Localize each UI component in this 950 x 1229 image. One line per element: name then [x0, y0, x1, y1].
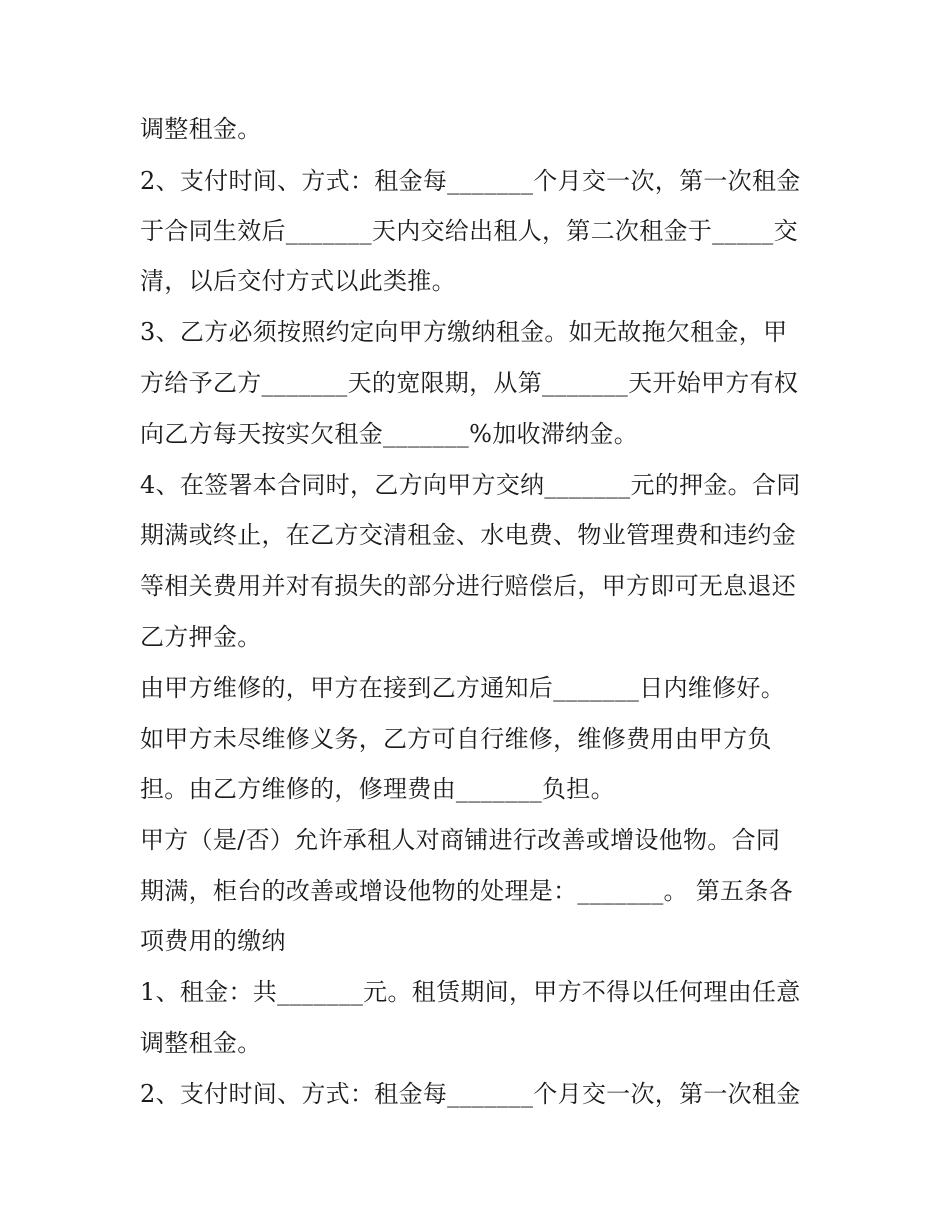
- text-line: 向乙方每天按实欠租金_______%加收滞纳金。: [140, 420, 639, 448]
- text-line: 甲方（是/否）允许承租人对商铺进行改善或增设他物。合同: [140, 826, 781, 854]
- text-line: 如甲方未尽维修义务，乙方可自行维修，维修费用由甲方负: [140, 725, 772, 753]
- text-line: 期满，柜台的改善或增设他物的处理是：_______。 第五条各: [140, 877, 793, 905]
- text-line: 4、在签署本合同时，乙方向甲方交纳_______元的押金。合同: [140, 471, 801, 499]
- text-line: 由甲方维修的，甲方在接到乙方通知后_______日内维修好。: [140, 674, 785, 702]
- text-line: 清，以后交付方式以此类推。: [140, 267, 456, 295]
- text-line: 乙方押金。: [140, 623, 262, 651]
- text-line: 2、支付时间、方式：租金每_______个月交一次，第一次租金: [140, 1080, 801, 1108]
- text-line: 项费用的缴纳: [140, 927, 286, 955]
- text-line: 2、支付时间、方式：租金每_______个月交一次，第一次租金: [140, 167, 801, 195]
- text-line: 担。由乙方维修的，修理费由_______负担。: [140, 775, 615, 803]
- text-line: 1、租金：共_______元。租赁期间，甲方不得以任何理由任意: [140, 978, 801, 1006]
- text-line: 3、乙方必须按照约定向甲方缴纳租金。如无故拖欠租金，甲: [140, 318, 788, 346]
- text-line: 方给予乙方_______天的宽限期，从第_______天开始甲方有权: [140, 369, 799, 397]
- text-line: 期满或终止，在乙方交清租金、水电费、物业管理费和违约金: [140, 521, 797, 549]
- text-line: 等相关费用并对有损失的部分进行赔偿后，甲方即可无息退还: [140, 572, 797, 600]
- text-line: 调整租金。: [140, 115, 262, 143]
- text-line: 于合同生效后_______天内交给出租人，第二次租金于_____交: [140, 217, 798, 245]
- text-line: 调整租金。: [140, 1029, 262, 1057]
